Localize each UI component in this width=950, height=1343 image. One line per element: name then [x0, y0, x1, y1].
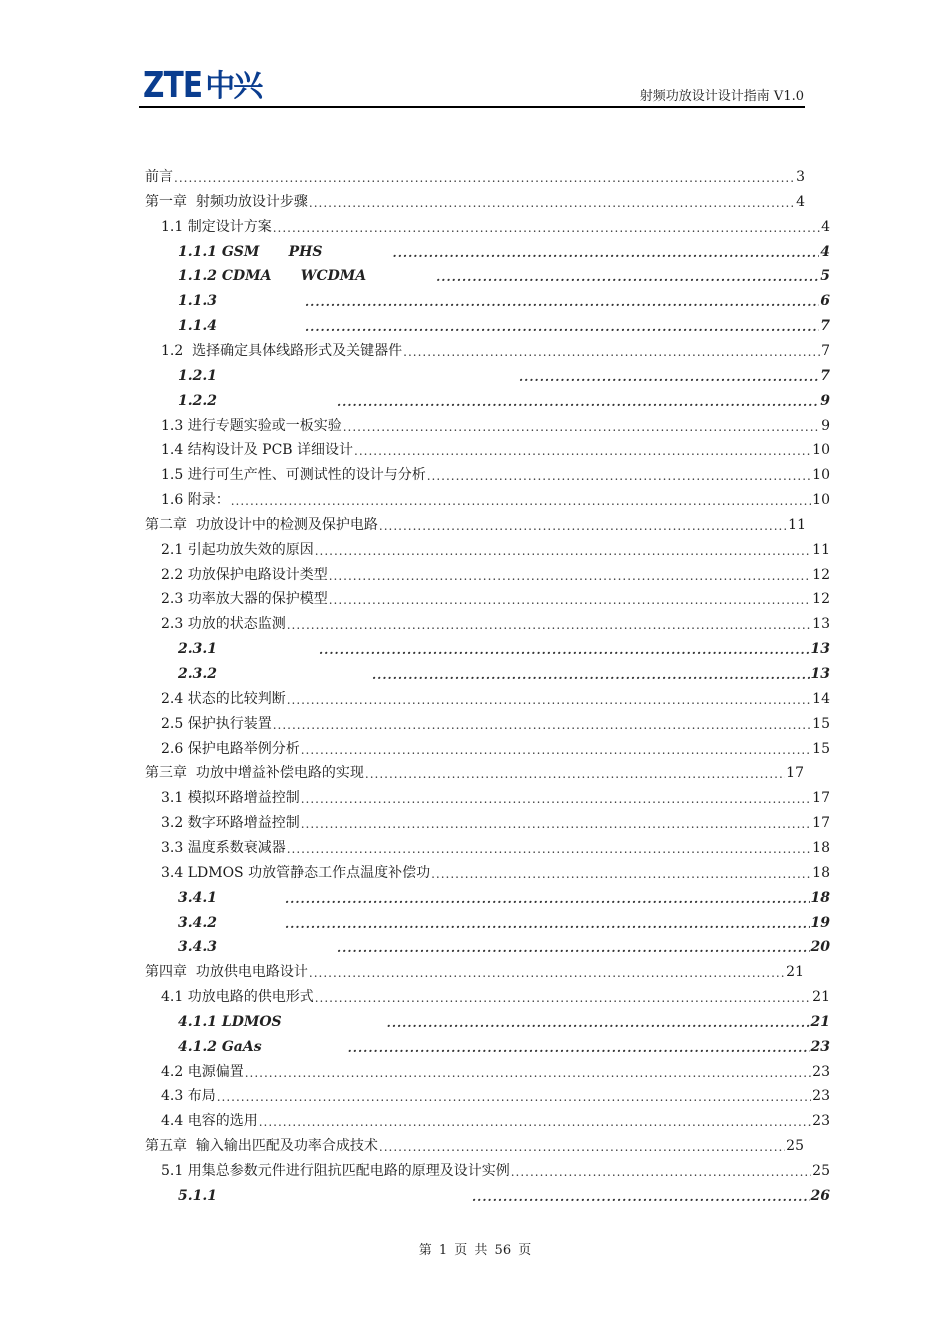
toc-entry[interactable]: [145, 1135, 804, 1155]
toc-entry-title: 1.4 结构设计及 PCB 详细设计: [161, 442, 354, 459]
toc-entry[interactable]: [161, 1110, 830, 1130]
toc-dot-leader: [354, 443, 811, 459]
toc-entry-page: 15: [812, 740, 830, 757]
toc-entry-title: 2.1 引起功放失效的原因: [161, 541, 314, 558]
toc-entry-page: 10: [812, 492, 830, 509]
toc-dot-leader: [329, 568, 811, 584]
toc-entry[interactable]: [178, 315, 830, 335]
toc-entry-title: 5.1 用集总参数元件进行阻抗匹配电路的原理及设计实例: [161, 1163, 510, 1179]
toc-dot-leader: [309, 965, 785, 981]
toc-entry[interactable]: [178, 290, 830, 310]
toc-entry[interactable]: [178, 912, 830, 932]
toc-entry-page: 9: [820, 392, 830, 409]
toc-entry-page: 15: [812, 715, 830, 732]
toc-entry-page: 4: [821, 218, 830, 235]
toc-entry[interactable]: [161, 713, 830, 733]
toc-dot-leader: [393, 245, 820, 261]
toc-entry[interactable]: [161, 986, 830, 1006]
toc-dot-leader: [245, 1065, 811, 1081]
toc-dot-leader: [329, 592, 811, 608]
zte-logo: [143, 64, 261, 104]
toc-entry-title: 3.3 温度系数衰减器: [161, 839, 286, 856]
toc-entry[interactable]: [161, 539, 830, 559]
toc-entry-title: 3.4 LDMOS 功放管静态工作点温度补偿功: [161, 864, 431, 881]
toc-entry-page: 4: [796, 193, 805, 210]
toc-entry-page: 18: [812, 839, 830, 856]
toc-entry[interactable]: [178, 1011, 830, 1031]
toc-dot-leader: [372, 667, 810, 683]
toc-entry-page: 17: [812, 790, 830, 807]
toc-entry[interactable]: [161, 812, 830, 832]
toc-dot-leader: [379, 518, 787, 534]
toc-entry-page: 21: [810, 1013, 830, 1030]
toc-entry-title: 2.5 保护执行装置: [161, 715, 272, 732]
toc-entry-page: 17: [786, 765, 804, 782]
toc-dot-leader: [472, 1189, 810, 1205]
toc-entry[interactable]: [161, 1085, 830, 1105]
toc-entry-page: 25: [812, 1163, 830, 1179]
toc-entry[interactable]: [161, 489, 830, 509]
toc-dot-leader: [348, 1040, 810, 1056]
toc-entry-page: 25: [786, 1138, 804, 1155]
toc-entry-page: 5: [820, 268, 830, 285]
toc-entry-title: 1.1.1 GSM PHS: [178, 243, 323, 260]
header-divider: [139, 106, 805, 108]
toc-entry-title: 2.3.1: [178, 641, 217, 658]
toc-entry[interactable]: [145, 514, 806, 534]
toc-dot-leader: [301, 791, 811, 807]
toc-dot-leader: [427, 468, 811, 484]
page-footer: 第 1 页 共 56 页: [418, 1243, 532, 1258]
toc-entry-title: 2.4 状态的比较判断: [161, 690, 286, 707]
toc-entry-title: 5.1.1: [178, 1187, 217, 1204]
toc-entry[interactable]: [178, 663, 830, 683]
toc-entry[interactable]: [178, 887, 830, 907]
toc-entry-title: 2.6 保护电路举例分析: [161, 740, 300, 757]
toc-dot-leader: [273, 220, 820, 236]
toc-entry-title: 2.3.2: [178, 666, 217, 682]
toc-entry-title: 1.1 制定设计方案: [161, 218, 272, 235]
toc-entry-page: 3: [796, 169, 805, 185]
toc-entry-page: 18: [812, 864, 830, 881]
toc-dot-leader: [309, 195, 795, 211]
toc-dot-leader: [431, 866, 811, 882]
toc-dot-leader: [436, 269, 819, 285]
toc-entry-title: 1.3 进行专题实验或一板实验: [161, 417, 342, 434]
toc-dot-leader: [259, 1114, 811, 1130]
toc-entry-page: 26: [810, 1187, 830, 1204]
toc-entry[interactable]: [161, 837, 830, 857]
toc-entry[interactable]: [161, 862, 830, 882]
toc-entry-title: 4.1.1 LDMOS: [178, 1013, 282, 1030]
toc-entry[interactable]: [145, 762, 804, 782]
toc-dot-leader: [403, 344, 820, 360]
toc-entry-page: 20: [810, 939, 830, 956]
toc-entry-page: 7: [820, 318, 830, 335]
toc-entry[interactable]: [161, 340, 830, 360]
toc-entry-page: 11: [788, 516, 806, 533]
toc-entry-title: 第三章 功放中增益补偿电路的实现: [145, 765, 364, 782]
toc-dot-leader: [511, 1164, 811, 1180]
toc-dot-leader: [319, 642, 810, 658]
toc-entry-title: 第四章 功放供电电路设计: [145, 964, 308, 981]
toc-dot-leader: [519, 369, 819, 385]
toc-entry[interactable]: [178, 390, 830, 410]
toc-entry[interactable]: [161, 464, 830, 484]
toc-dot-leader: [337, 940, 810, 956]
toc-entry[interactable]: [178, 638, 830, 658]
toc-dot-leader: [343, 419, 820, 435]
toc-entry-title: 4.2 电源偏置: [161, 1063, 244, 1080]
toc-entry-page: 13: [810, 666, 830, 682]
toc-entry[interactable]: [161, 738, 830, 758]
toc-entry[interactable]: [161, 216, 830, 236]
toc-entry-title: 1.6 附录：: [161, 492, 230, 509]
toc-entry-title: 第一章 射频功放设计步骤: [145, 193, 308, 210]
toc-dot-leader: [287, 617, 811, 633]
logo-cjk: 中兴: [205, 69, 262, 104]
toc-entry-title: 1.2 选择确定具体线路形式及关键器件: [161, 342, 403, 359]
toc-entry-title: 前言: [145, 169, 173, 185]
toc-entry-title: 4.4 电容的选用: [161, 1113, 258, 1130]
toc-entry-page: 21: [786, 964, 804, 981]
toc-dot-leader: [301, 742, 811, 758]
toc-dot-leader: [301, 816, 811, 832]
toc-entry-title: 3.1 模拟环路增益控制: [161, 790, 300, 807]
toc-entry-page: 10: [812, 467, 830, 484]
toc-dot-leader: [379, 1139, 785, 1155]
toc-entry[interactable]: [178, 365, 830, 385]
toc-entry-title: 1.1.3: [178, 293, 217, 310]
toc-entry[interactable]: [161, 415, 830, 435]
toc-entry-title: 第五章 输入输出匹配及功率合成技术: [145, 1138, 378, 1155]
toc-entry-title: 1.1.2 CDMA WCDMA: [178, 268, 367, 285]
toc-entry[interactable]: [161, 564, 830, 584]
toc-entry-page: 13: [810, 641, 830, 658]
toc-entry-page: 6: [820, 293, 830, 310]
toc-entry-page: 19: [810, 914, 830, 931]
toc-dot-leader: [174, 170, 795, 186]
toc-entry[interactable]: [161, 688, 830, 708]
toc-entry-title: 3.2 数字环路增益控制: [161, 815, 300, 832]
toc-entry-page: 23: [812, 1063, 830, 1080]
toc-entry-page: 13: [812, 616, 830, 633]
document-title: 射频功放设计设计指南 V1.0: [639, 89, 804, 104]
toc-entry-title: 第二章 功放设计中的检测及保护电路: [145, 516, 378, 533]
toc-entry[interactable]: [161, 787, 830, 807]
toc-entry[interactable]: [145, 961, 804, 981]
toc-dot-leader: [305, 319, 819, 335]
toc-entry-title: 2.3 功放的状态监测: [161, 616, 286, 633]
toc-entry-page: 11: [812, 541, 830, 558]
toc-entry-title: 4.1 功放电路的供电形式: [161, 989, 314, 1006]
toc-entry-page: 18: [810, 889, 830, 906]
logo-latin: ZTE: [143, 65, 203, 106]
toc-entry[interactable]: [161, 588, 830, 608]
toc-entry-page: 9: [821, 417, 830, 434]
toc-entry-page: 14: [812, 690, 830, 707]
toc-dot-leader: [217, 1089, 811, 1105]
toc-entry-page: 23: [812, 1113, 830, 1130]
toc-entry-page: 12: [812, 591, 830, 608]
toc-entry-title: 1.2.2: [178, 392, 217, 409]
toc-entry[interactable]: [161, 1061, 830, 1081]
toc-dot-leader: [387, 1015, 810, 1031]
toc-dot-leader: [365, 766, 785, 782]
toc-entry-page: 23: [812, 1088, 830, 1105]
toc-entry-title: 4.1.2 GaAs: [178, 1038, 262, 1055]
toc-entry[interactable]: [178, 936, 830, 956]
toc-entry-title: 2.3 功率放大器的保护模型: [161, 591, 328, 608]
toc-dot-leader: [305, 294, 819, 310]
toc-entry[interactable]: [161, 613, 830, 633]
toc-entry-page: 23: [810, 1038, 830, 1055]
toc-entry-title: 2.2 功放保护电路设计类型: [161, 566, 328, 583]
toc-dot-leader: [337, 394, 819, 410]
toc-entry-page: 7: [820, 367, 830, 384]
toc-entry[interactable]: [145, 191, 805, 211]
toc-entry-title: 3.4.1: [178, 889, 217, 906]
toc-dot-leader: [287, 841, 811, 857]
toc-entry-page: 10: [812, 442, 830, 459]
toc-dot-leader: [273, 717, 811, 733]
toc-dot-leader: [315, 990, 811, 1006]
toc-entry-title: 3.4.3: [178, 939, 217, 956]
toc-entry-page: 17: [812, 815, 830, 832]
toc-entry[interactable]: [178, 265, 830, 285]
toc-dot-leader: [287, 692, 811, 708]
toc-entry-page: 7: [821, 342, 830, 359]
toc-entry[interactable]: [178, 1036, 830, 1056]
toc-dot-leader: [231, 493, 811, 509]
toc-entry[interactable]: [178, 241, 830, 261]
toc-dot-leader: [315, 543, 811, 559]
toc-entry-title: 1.1.4: [178, 318, 217, 335]
toc-entry-title: 3.4.2: [178, 914, 217, 931]
toc-entry[interactable]: [178, 1185, 830, 1205]
toc-dot-leader: [285, 891, 810, 907]
toc-entry-title: 1.5 进行可生产性、可测试性的设计与分析: [161, 467, 426, 484]
toc-entry-title: 1.2.1: [178, 367, 217, 384]
toc-entry-page: 4: [820, 243, 830, 260]
toc-entry-title: 4.3 布局: [161, 1088, 216, 1105]
toc-dot-leader: [285, 916, 810, 932]
toc-entry[interactable]: [161, 1160, 830, 1180]
toc-entry-page: 21: [812, 989, 830, 1006]
toc-entry[interactable]: [161, 439, 830, 459]
toc-entry-page: 12: [812, 566, 830, 583]
toc-entry[interactable]: [145, 166, 805, 186]
